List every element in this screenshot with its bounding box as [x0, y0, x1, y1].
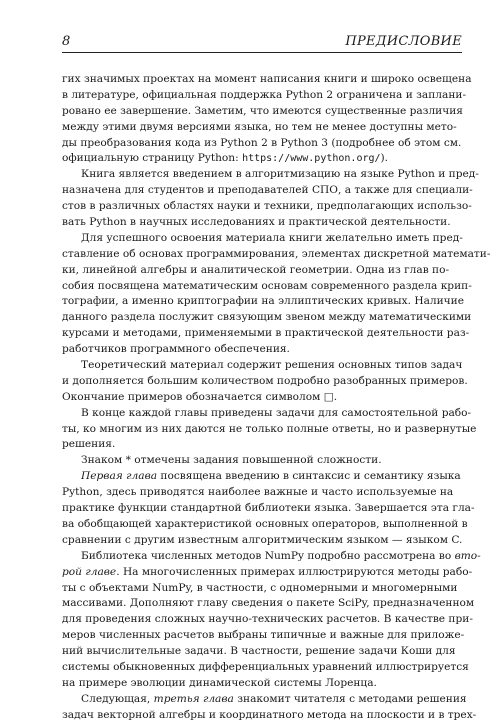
text-line — [62, 676, 464, 692]
line-text: для проведения сложных научно-технических расчетов. В качестве при- — [62, 613, 473, 626]
text-line — [62, 437, 464, 453]
line-text: и дополняется большим количеством подробно разобранных примеров. — [62, 374, 468, 387]
text-line — [62, 549, 481, 565]
text-line — [62, 596, 475, 612]
line-text: на примере эволюции динамической системы Лоренца. — [62, 676, 377, 689]
text-line — [62, 263, 464, 279]
text-line — [62, 104, 464, 120]
text-line — [62, 326, 470, 342]
line-text: практике функции стандартной библиотеки языка. Завершается эта гла- — [62, 502, 475, 515]
line-text: Следующая, — [81, 692, 154, 705]
line-text: гих значимых проектах на момент написания книги и широко освещена — [62, 73, 472, 85]
line-text: работчиков программного обеспечения. — [62, 343, 290, 356]
line-text: Python, здесь приводятся наиболее важные и часто используемые на — [62, 486, 454, 499]
text-line — [62, 708, 477, 724]
text-line — [62, 72, 472, 88]
line-text: решения. — [62, 438, 116, 451]
text-line — [62, 279, 472, 295]
line-text: ставление об основах программирования, элементах дискретной математи- — [62, 247, 491, 260]
line-text: собия посвящена математическим основам современного раздела крип- — [62, 279, 472, 292]
text-line — [62, 517, 468, 533]
text-line — [62, 120, 464, 136]
line-text: меров численных расчетов выбраны типичные и важные для приложе- — [62, 629, 465, 642]
emphasized-text: Первая глава — [81, 470, 158, 483]
line-text: вать Python в научных исследованиях и практической деятельности. — [62, 216, 451, 229]
text-line — [62, 183, 473, 199]
text-line — [62, 644, 464, 660]
text-line — [62, 358, 464, 374]
line-text: ). — [380, 152, 389, 165]
line-text: тографии, а именно криптографии на эллиптических кривых. Наличие — [62, 295, 465, 308]
line-text: Библиотека численных методов NumPy подробно рассмотрена во — [81, 549, 455, 562]
text-line — [62, 453, 464, 469]
line-text: данного раздела послужит связующим звеном между математическими — [62, 311, 472, 324]
line-text: ды преобразования кода из Python 2 в Python 3 (подробнее об этом см. — [62, 136, 462, 149]
url-text: https://www.python.org/ — [242, 153, 381, 165]
body-text — [62, 72, 491, 724]
text-line — [62, 136, 464, 152]
line-text: Для успешного освоения материала книги желательно иметь пред- — [81, 231, 463, 244]
text-line — [62, 628, 464, 644]
line-text: ний вычислительные задачи. В частности, решение задачи Коши для — [62, 645, 456, 658]
line-text: ва обобщающей характеристикой основных операторов, выполненной в — [62, 517, 468, 530]
emphasized-text: рой главе — [62, 565, 117, 578]
line-text: Знаком * отмечены задания повышенной сложности. — [81, 454, 382, 467]
line-text: между этими двумя версиями языка, но тем не менее доступны мето- — [62, 120, 457, 133]
text-line — [62, 88, 467, 104]
running-header — [62, 34, 462, 53]
line-text: сравнении с другим известным алгоритмическим языком — языком C. — [62, 533, 463, 546]
text-line — [62, 231, 464, 247]
line-text: задач векторной алгебры и координатного метода на плоскости и в трех- — [62, 708, 477, 721]
text-line — [62, 374, 468, 390]
line-text: ты с объектами NumPy, в частности, с одномерными и многомерными — [62, 581, 458, 594]
line-text: массивами. Дополняют главу сведения о пакете SciPy, предназначенном — [62, 597, 475, 610]
line-text: В конце каждой главы приведены задачи для самостоятельной рабо- — [81, 406, 472, 419]
line-text: назначена для студентов и преподавателей СПО, а также для специали- — [62, 184, 473, 197]
line-text: . На многочисленных примерах иллюстрируются методы рабо- — [116, 565, 473, 578]
text-line — [62, 485, 464, 501]
line-text: Теоретический материал содержит решения основных типов задач — [81, 359, 463, 372]
line-text: официальную страницу Python: — [62, 152, 243, 165]
line-text: знакомит читателя с методами решения — [233, 692, 467, 705]
text-line — [62, 406, 472, 422]
text-line — [62, 422, 477, 438]
text-line — [62, 310, 472, 326]
text-line — [62, 390, 464, 406]
text-line — [62, 660, 469, 676]
text-line — [62, 215, 464, 231]
text-line — [62, 533, 464, 549]
text-line — [62, 692, 467, 708]
text-line — [62, 565, 473, 581]
text-line — [62, 501, 475, 517]
text-line — [62, 612, 473, 628]
section-title: ПРЕДИСЛОВИЕ — [345, 34, 462, 49]
text-line — [62, 199, 472, 215]
text-line — [62, 581, 464, 597]
text-line — [62, 167, 479, 183]
line-text: посвящена введению в синтаксис и семантику языка — [157, 470, 461, 483]
text-line — [62, 151, 464, 167]
line-text: ты, ко многим из них даются не только полные ответы, но и развернутые — [62, 422, 477, 435]
line-text: в литературе, официальная поддержка Python 2 ограничена и заплани- — [62, 88, 467, 101]
text-line — [62, 342, 464, 358]
emphasized-text: третья глава — [153, 692, 234, 705]
page-number: 8 — [62, 34, 71, 49]
line-text: курсами и методами, применяемыми в практической деятельности раз- — [62, 327, 470, 340]
line-text: ровано ее завершение. Заметим, что имеются существенные различия — [62, 104, 463, 117]
line-text: стов в различных областях науки и техники, предполагающих использо- — [62, 200, 472, 213]
line-text: ки, линейной алгебры и аналитической геометрии. Одна из глав по- — [62, 263, 450, 276]
emphasized-text: вто- — [454, 549, 481, 562]
text-line — [62, 247, 491, 263]
text-line — [62, 469, 464, 485]
text-line — [62, 294, 464, 310]
line-text: Книга является введением в алгоритмизацию на языке Python и пред- — [81, 168, 479, 181]
line-text: системы обыкновенных дифференциальных уравнений иллюстрируется — [62, 660, 469, 673]
line-text: Окончание примеров обозначается символом □. — [62, 390, 338, 403]
